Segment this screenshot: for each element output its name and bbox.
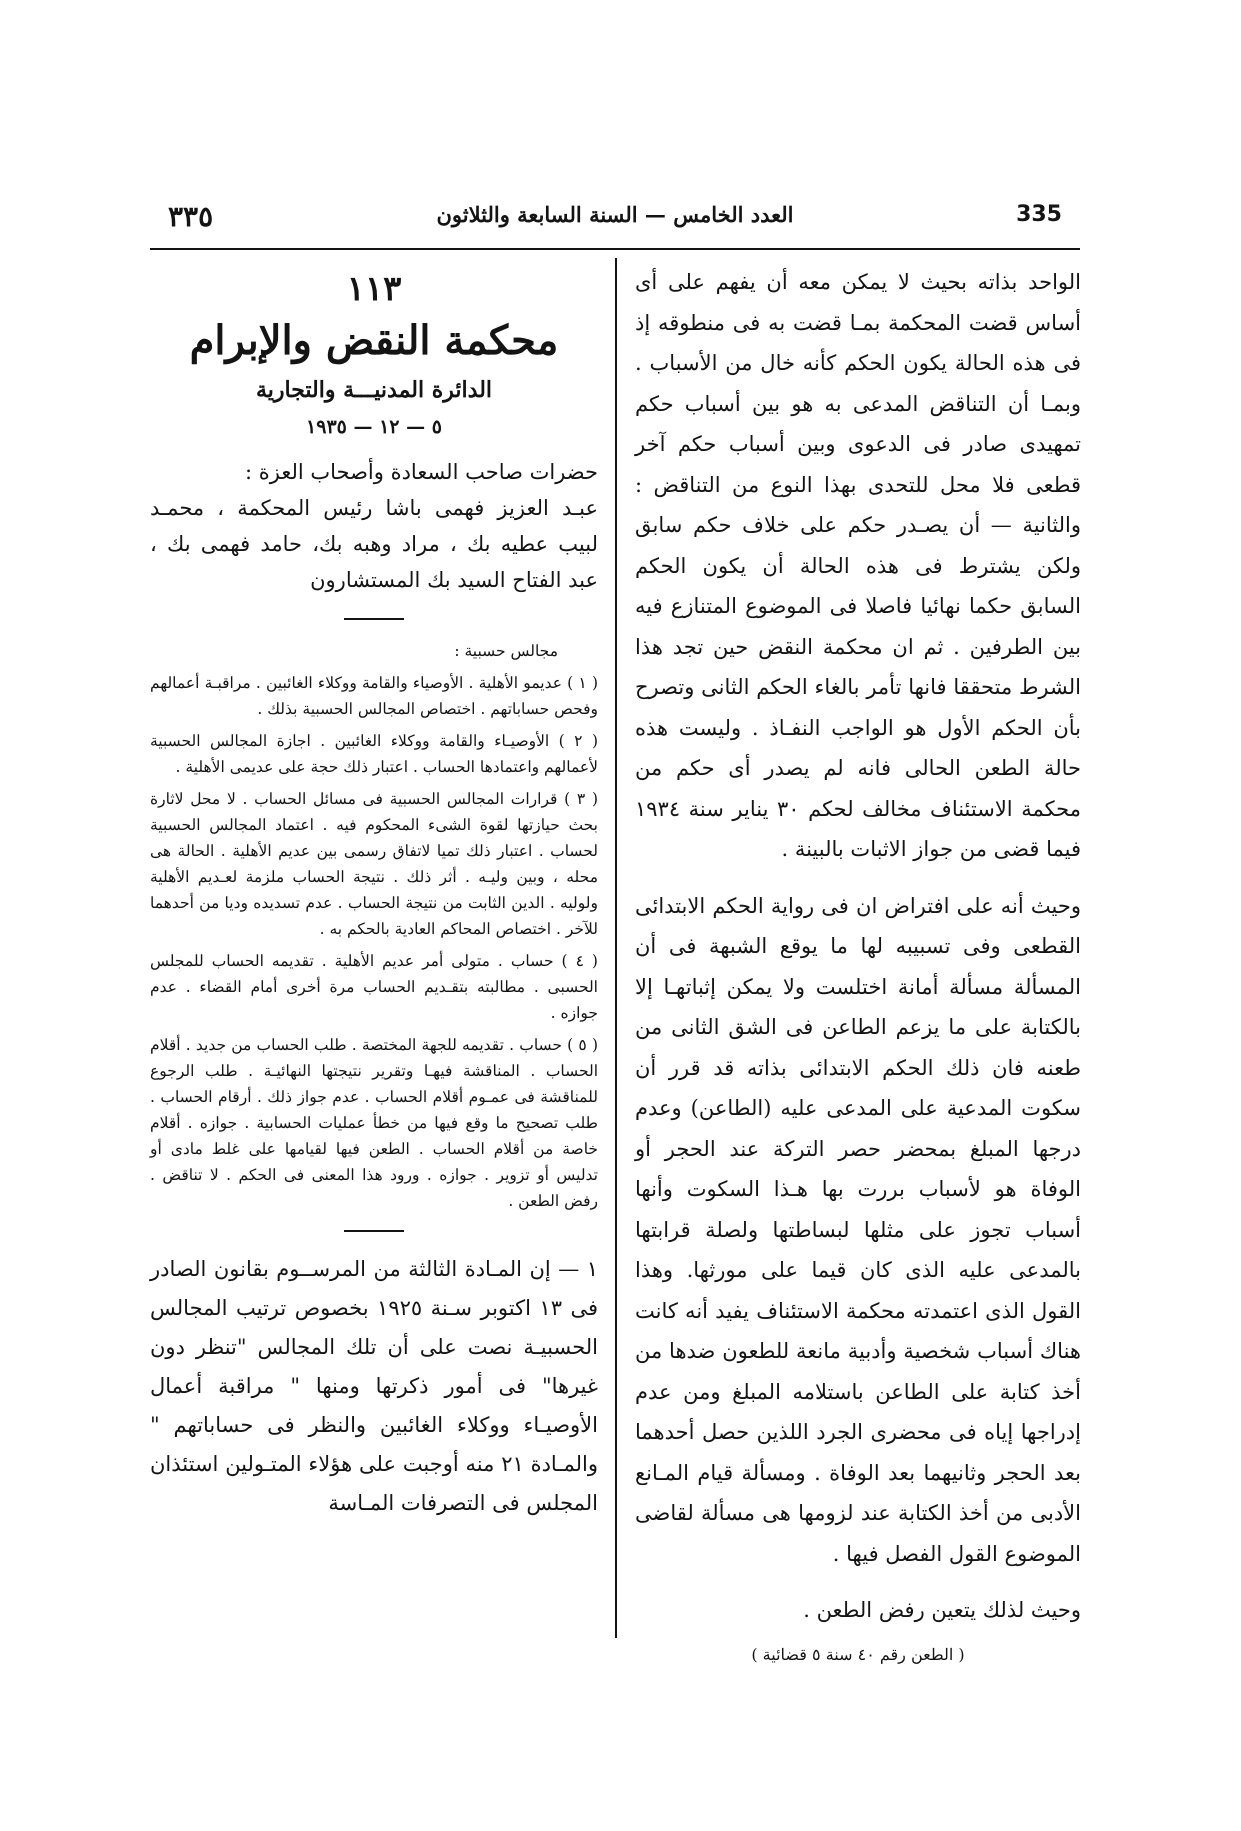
headnote-5: ( ٥ ) حساب . تقديمه للجهة المختصة . طلب الحساب من جديد . أقلام الحساب . المناقشة فيهـا وتقرير نتيجتها النهائيـة . طلب الرجوع للمناقشة فى عمـوم أقلام الحساب . عدم جواز ذلك . أرقام الحساب . طلب تصحيح ما وقع فيها من خطأ عمليات الحسابية . جوازه . أقلام خاصة من أقلام الحساب . الطعن فيها لقيامها على غلط مادى أو تدليس أو تزوير . جوازه . ورود هذا المعنى فى الحكم . لا تناقض . رفض الطعن . [150, 1036, 598, 1210]
left-column [150, 262, 598, 1523]
section-rule-2 [344, 1230, 404, 1232]
case-number: ١١٣ [346, 269, 402, 309]
page-header [150, 196, 1080, 236]
bench-presence: حضرات صاحب السعادة وأصحاب العزة : [244, 460, 598, 484]
header-rule [150, 248, 1080, 250]
court-circuit: الدائرة المدنيـــة والتجارية [255, 377, 493, 403]
headnote-1: ( ١ ) عديمو الأهلية . الأوصياء والقامة ووكلاء الغائبين . مراقبـة أعمالهم وفحص حساباتهم . اختصاص المجالس الحسبية بذلك . [150, 674, 598, 718]
right-paragraph-3: وحيث لذلك يتعين رفض الطعن . [803, 1598, 1081, 1622]
headnote-title: مجالس حسبية : [454, 642, 558, 660]
section-rule [344, 618, 404, 620]
judgment-date: ٥ — ١٢ — ١٩٣٥ [306, 416, 442, 438]
issue-title: العدد الخامس — السنة السابعة والثلاثون [436, 202, 794, 227]
headnote-4: ( ٤ ) حساب . متولى أمر عديم الأهلية . تقديمه الحساب للمجلس الحسبى . مطالبته بتقـديم الحساب مرة أخرى أمام القضاء . عدم جوازه . [150, 952, 598, 1022]
judgment-body: ١ — إن المـادة الثالثة من المرســوم بقانون الصادر فى ١٣ اكتوبر سـنة ١٩٢٥ بخصوص ترتيب المجالس الحسبيـة نصت على أن تلك المجالس "تنظر دون غيرها" فى أمور ذكرتها ومنها " مراقبة أعمال الأوصيـاء ووكلاء الغائبين والنظر فى حساباتهم " والمـادة ٢١ منه أوجبت على هؤلاء المتـولين استئذان المجلس فى التصرفات المـاسة [150, 1257, 599, 1515]
case-citation: ( الطعن رقم ٤٠ سنة ٥ قضائية ) [751, 1644, 965, 1664]
right-paragraph-2: وحيث أنه على افتراض ان فى رواية الحكم الابتدائى القطعى وفى تسبيبه لها ما يوقع الشبهة فى أن المسألة مسألة أمانة اختلست ولا يمكن إثباتهـا إلا بالكتابة على ما يزعم الطاعن فى الشق الثانى من طعنه فان ذلك الحكم الابتدائى بذاته قد قرر أن سكوت المدعية على المدعى عليه (الطاعن) وعدم درجها المبلغ بمحضر حصر التركة عند الحجر أو الوفاة هو لأسباب بررت بها هـذا السكوت وأنها أسباب تجوز على مثلها لبساطتها ولصلة قرابتها بالمدعى عليه الذى كان قيما على مورثها. وهذا القول الذى اعتمدته محكمة الاستئناف يفيد أنه كانت هناك أسباب شخصية وأدبية مانعة للطعون ضدها من أخذ كتابة على الطاعن باستلامه المبلغ ومن عدم إدراجها إياه فى محضرى الجرد اللذين حصل أحدهما بعد الحجر وثانيهما بعد الوفاة . ومسألة قيام المـانع الأدبى من أخذ الكتابة عند لزومها هى مسألة لقاضى الموضوع القول الفصل فيها . [635, 893, 1081, 1566]
right-paragraph-1: الواحد بذاته بحيث لا يمكن معه أن يفهم على أى أساس قضت المحكمة بمـا قضت به فى منطوقه إذ فى هذه الحالة يكون الحكم كأنه خال من الأسباب . وبمـا أن التناقض المدعى به هو بين أسباب حكم تمهيدى صادر فى الدعوى وبين أسباب حكم آخر قطعى فلا محل للتحدى بهذا النوع من التناقض : والثانية — أن يصـدر حكم على خلاف حكم سابق ولكن يشترط فى هذه الحالة أن يكون الحكم السابق حكما نهائيا فاصلا فى الموضوع المتنازع فيه بين الطرفين . ثم ان محكمة النقض حين تجد هذا الشرط متحققا فانها تأمر بالغاء الحكم الثانى وتصرح بأن الحكم الأول هو الواجب النفـاذ . وليست هذه حالة الطعن الحالى فانه لم يصدر أى حكم من محكمة الاستئناف مخالف لحكم ٣٠ يناير سنة ١٩٣٤ فيما قضى من جواز الاثبات بالبينة . [635, 270, 1081, 861]
right-column [635, 262, 1081, 1675]
headnote-2: ( ٢ ) الأوصيـاء والقامة ووكلاء الغائبين . اجازة المجالس الحسبية لأعمالهم واعتمادها الحساب . اعتبار ذلك حجة على عديمى الأهلية . [150, 732, 598, 776]
page-number-arabic: ٣٣٥ [168, 200, 214, 233]
court-name: محكمة النقض والإبرام [189, 317, 559, 364]
column-divider [615, 258, 617, 1638]
headnote-3: ( ٣ ) قرارات المجالس الحسبية فى مسائل الحساب . لا محل لاثارة بحث حيازتها لقوة الشىء المحكوم فيه . اعتماد المجالس الحسبية لحساب . اعتبار ذلك تميا لاتفاق رسمى بين عديم الأهلية . الحالة هى محله ، وبين وليـه . أثر ذلك . نتيجة الحساب ملزمة لعـديم الأهلية ولوليه . الدين الثابت من نتيجة الحساب . عدم تسديده وديا من أحدهما للآخر . اختصاص المحاكم العادية بالحكم به . [150, 790, 598, 938]
page-number-latin: 335 [1016, 202, 1062, 227]
bench-judges: عبـد العزيز فهمى باشا رئيس المحكمة ، محمـد لبيب عطيه بك ، مراد وهبه بك، حامد فهمى بك ، عبد الفتاح السيد بك المستشارون [150, 496, 598, 592]
